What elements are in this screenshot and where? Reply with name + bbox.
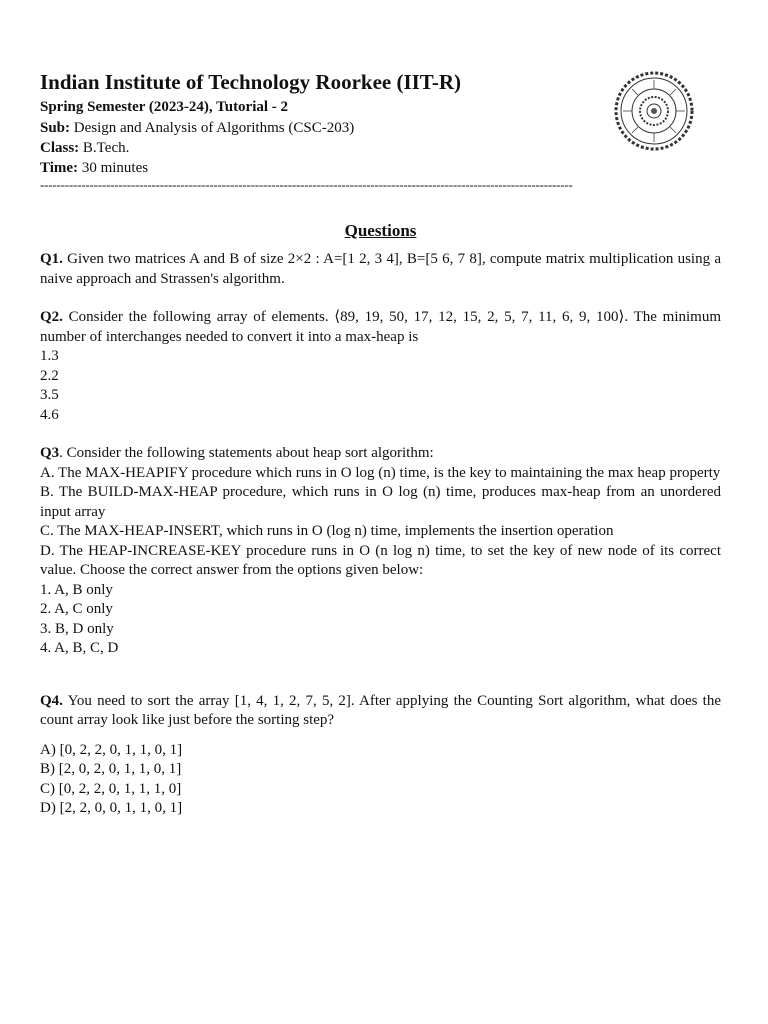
question-4-text: You need to sort the array [1, 4, 1, 2, 7, 5, 2]. After applying the Counting Sort algorithm, what does the count array look like just before the sorting step? <box>40 692 721 728</box>
question-1-text: Given two matrices A and B of size 2×2 : A=[1 2, 3 4], B=[5 6, 7 8], compute matrix multiplication using a naive approach and Strassen's algorithm. <box>40 251 721 287</box>
question-1 <box>40 250 721 289</box>
question-2-label: Q2. <box>40 309 63 325</box>
question-2-text: Consider the following array of elements. ⟨89, 19, 50, 17, 12, 15, 2, 5, 7, 11, 6, 9, 100⟩. The minimum number of interchanges needed to convert it into a max-heap is <box>40 309 721 345</box>
semester-line: Spring Semester (2023-24), Tutorial - 2 <box>40 99 289 115</box>
q3-option: 2. A, C only <box>40 601 113 617</box>
subject-label: Sub: <box>40 120 71 136</box>
q3-statement: A. The MAX-HEAPIFY procedure which runs in O log (n) time, is the key to maintaining the max heap property <box>40 464 721 481</box>
class-line <box>40 138 721 158</box>
question-3 <box>40 444 721 464</box>
questions-heading: Questions <box>344 221 417 240</box>
q3-statement: B. The BUILD-MAX-HEAP procedure, which runs in O log (n) time, produces max-heap from an unordered input array <box>40 484 721 520</box>
time-line <box>40 158 721 178</box>
subject-line <box>40 118 721 138</box>
question-1-label: Q1. <box>40 251 63 267</box>
q2-option: 1.3 <box>40 348 59 364</box>
q4-option: A) [0, 2, 2, 0, 1, 1, 0, 1] <box>40 741 183 758</box>
q3-statement: D. The HEAP-INCREASE-KEY procedure runs in O (n log n) time, to set the key of new node of its correct value. Choose the correct answer from the options given below: <box>40 542 721 578</box>
question-3-label: Q3 <box>40 445 60 461</box>
q3-statement: C. The MAX-HEAP-INSERT, which runs in O (log n) time, implements the insertion operation <box>40 523 614 539</box>
q2-option: 2.2 <box>40 367 59 384</box>
q3-option: 3. B, D only <box>40 620 114 637</box>
q2-option: 4.6 <box>40 406 59 423</box>
q3-option: 4. A, B, C, D <box>40 640 119 656</box>
q4-option: C) [0, 2, 2, 0, 1, 1, 1, 0] <box>40 780 182 797</box>
question-3-text: . Consider the following statements about heap sort algorithm: <box>59 445 434 461</box>
time-value: 30 minutes <box>78 160 149 176</box>
subject-value: Design and Analysis of Algorithms (CSC-203) <box>70 120 355 136</box>
question-4-label: Q4. <box>40 692 63 709</box>
question-2 <box>40 308 721 347</box>
class-label: Class: <box>40 140 80 156</box>
separator-rule: --------------------------------------------------------------------------------------------------------------------------------- <box>40 178 573 192</box>
q4-option: B) [2, 0, 2, 0, 1, 1, 0, 1] <box>40 761 182 777</box>
q4-option: D) [2, 2, 0, 0, 1, 1, 0, 1] <box>40 800 183 816</box>
time-label: Time: <box>40 160 79 176</box>
institute-title: Indian Institute of Technology Roorkee (IIT-R) <box>40 70 462 94</box>
q2-option: 3.5 <box>40 387 59 403</box>
question-4 <box>40 692 721 731</box>
tutorial-page <box>40 68 721 819</box>
q3-option: 1. A, B only <box>40 581 113 598</box>
class-value: B.Tech. <box>79 140 130 156</box>
